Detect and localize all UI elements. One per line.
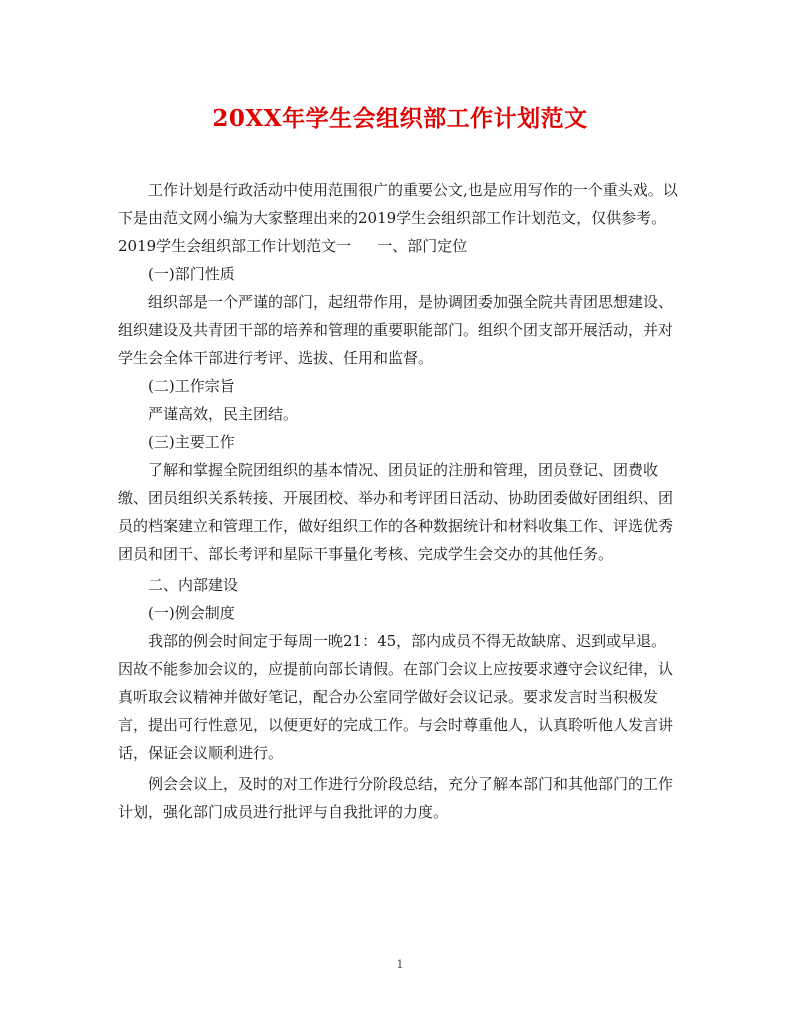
section-heading-1: 一、部门定位 — [377, 237, 468, 255]
subheading-3: (三)主要工作 — [148, 433, 235, 451]
document-body — [118, 176, 680, 826]
section-heading-2: 二、内部建设 — [148, 576, 239, 594]
document-title: 20XX年学生会组织部工作计划范文 — [212, 105, 588, 132]
subheading-2: (二)工作宗旨 — [148, 377, 235, 395]
subheading-1: (一)部门性质 — [148, 265, 235, 283]
paragraph-1: 组织部是一个严谨的部门，起纽带作用，是协调团委加强全院共青团思想建设、组织建设及共青团干部的培养和管理的重要职能部门。组织个团支部开展活动，并对学生会全体干部进行考评、选拔、任用和监督。 — [118, 293, 674, 367]
subheading-4: (一)例会制度 — [148, 604, 235, 622]
section-heading-line — [118, 232, 680, 260]
paragraph-2: 严谨高效，民主团结。 — [148, 405, 299, 423]
paragraph-5: 例会会议上，及时的对工作进行分阶段总结，充分了解本部门和其他部门的工作计划，强化部门成员进行批评与自我批评的力度。 — [118, 775, 674, 821]
paragraph-3: 了解和掌握全院团组织的基本情况、团员证的注册和管理，团员登记、团费收缴、团员组织关系转接、开展团校、举办和考评团日活动、协助团委做好团组织、团员的档案建立和管理工作，做好组织工作的各种数据统计和材料收集工作、评选优秀团员和团干、部长考评和星际干事量化考核、完成学生会交办的其他任务。 — [118, 461, 674, 563]
page-number: 1 — [396, 958, 404, 971]
intro-paragraph: 工作计划是行政活动中使用范围很广的重要公文,也是应用写作的一个重头戏。以下是由范文网小编为大家整理出来的2019学生会组织部工作计划范文，仅供参考。 — [118, 181, 678, 227]
article-heading: 2019学生会组织部工作计划范文一 — [118, 237, 352, 255]
paragraph-4: 我部的例会时间定于每周一晚21：45，部内成员不得无故缺席、迟到或早退。因故不能参加会议的，应提前向部长请假。在部门会议上应按要求遵守会议纪律，认真听取会议精神并做好笔记，配合办公室同学做好会议记录。要求发言时当积极发言，提出可行性意见，以便更好的完成工作。与会时尊重他人，认真聆听他人发言讲话，保证会议顺利进行。 — [118, 632, 674, 762]
